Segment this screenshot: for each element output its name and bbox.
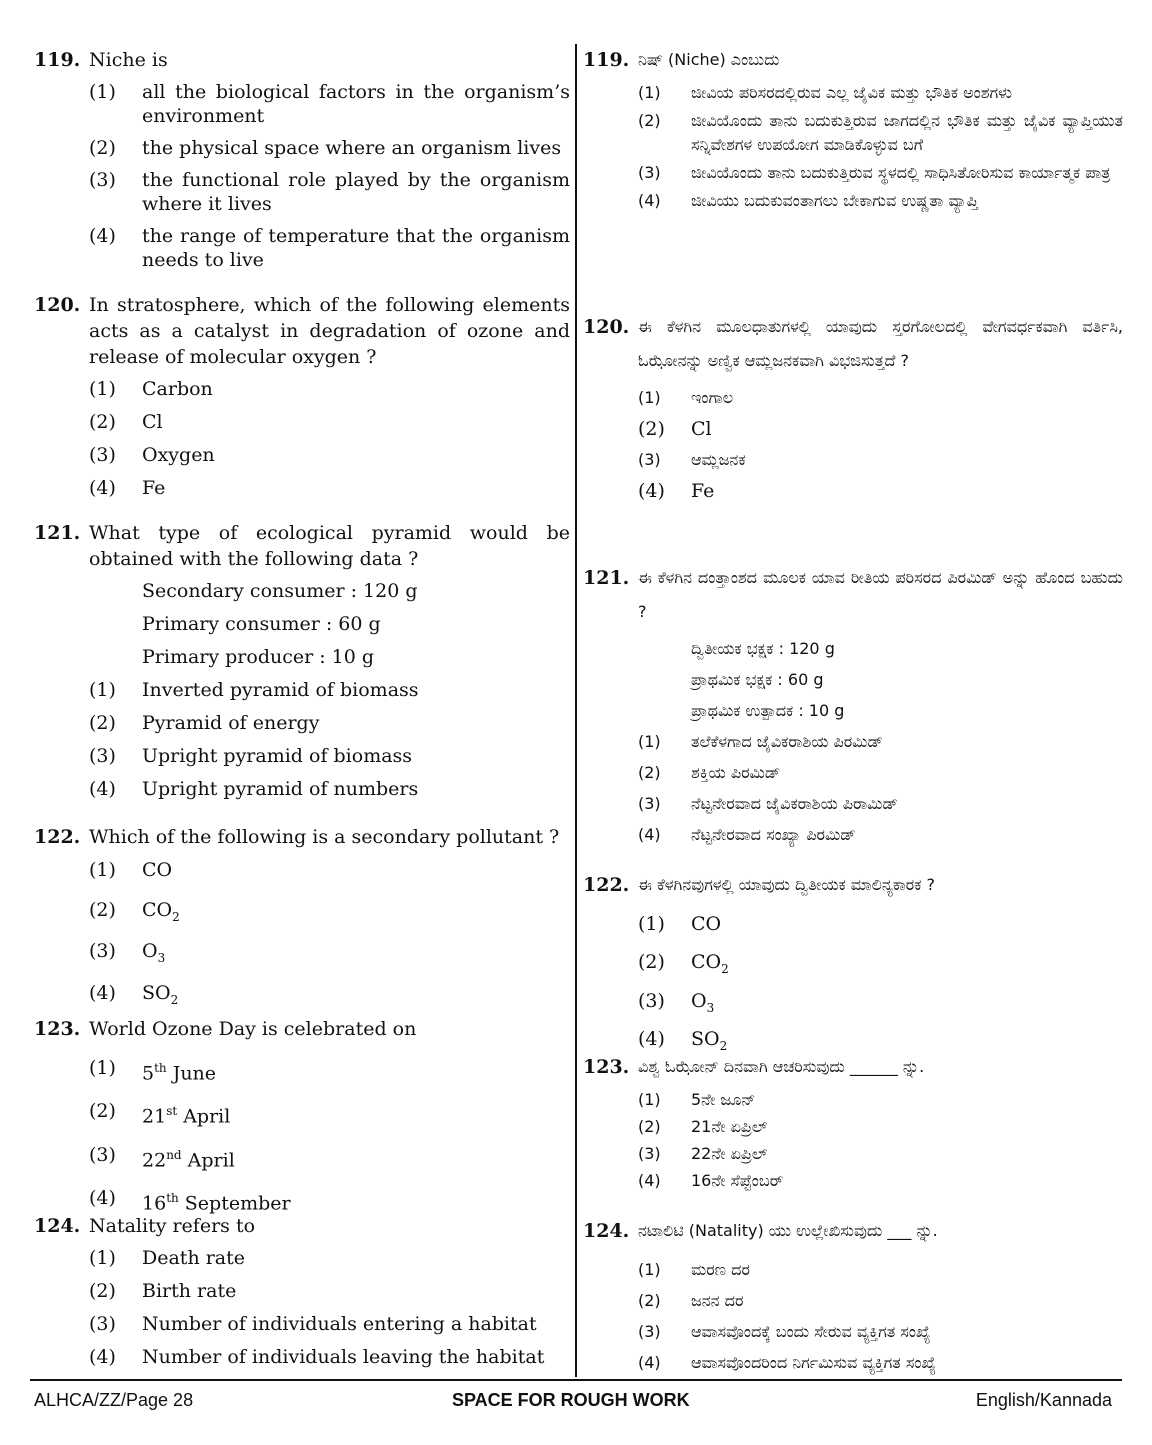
option-number: (1) <box>89 859 116 881</box>
question-text: ಈ ಕೆಳಗಿನ ದಂತ್ತಾಂಶದ ಮೂಲಕ ಯಾವ ರೀತಿಯ ಪರಿಸರದ ಪಿರಮಿಡ್ ಅನ್ನು ಹೊಂದ ಬಹುದು ? <box>638 568 1123 621</box>
option-number: (1) <box>89 1247 116 1269</box>
option-number: (3) <box>638 450 661 469</box>
question-text: ನಟಾಲಿಟಿ (Natality) ಯು ಉಲ್ಲೇಖಿಸುವುದು ___ ನ್ನು. <box>638 1221 938 1240</box>
option-number: (4) <box>638 1171 661 1190</box>
formula: CO <box>142 859 173 881</box>
option-text: Cl <box>142 411 163 433</box>
option-number: (1) <box>638 1260 661 1279</box>
question-number: 120. <box>34 294 81 316</box>
option-text: Inverted pyramid of biomass <box>142 679 419 701</box>
formula: $O_3$ <box>142 939 166 965</box>
option-number: (1) <box>89 378 116 400</box>
option-number: (4) <box>638 480 665 502</box>
question-120 <box>34 292 570 500</box>
option-text: 21st April <box>142 1104 231 1128</box>
question-123 <box>34 1016 570 1215</box>
option-text: Death rate <box>142 1247 246 1269</box>
question-122-kn <box>583 872 1123 1058</box>
option-number: (1) <box>89 1057 116 1079</box>
option-number: (2) <box>89 898 116 921</box>
question-text: In stratosphere, which of the following elements acts as a catalyst in degradation of ozone and release of molecular oxygen ? <box>89 294 570 368</box>
option-text: ಆವಾಸವೊಂದಕ್ಕೆ ಬಂದು ಸೇರುವ ವ್ಯಕ್ತಿಗತ ಸಂಖ್ಯೆ <box>691 1322 931 1341</box>
data-line: ಪ್ರಾಥಮಿಕ ಉತ್ಪಾದಕ : 10 g <box>691 701 845 720</box>
option-text: ಇಂಗಾಲ <box>691 388 734 407</box>
option-number: (4) <box>638 1353 661 1372</box>
option-number: (3) <box>638 794 661 813</box>
question-number: 119. <box>34 49 81 71</box>
option-text: ನೆಟ್ಟನೇರವಾದ ಜೈವಿಕರಾಶಿಯ ಪಿರಾಮಿಡ್ <box>691 794 898 813</box>
question-121-kn <box>583 561 1123 847</box>
data-line: ಪ್ರಾಥಮಿಕ ಭಕ್ಷಕ : 60 g <box>691 670 824 689</box>
option-text: ಶಕ್ತಿಯ ಪಿರಮಿಡ್ <box>691 763 781 782</box>
formula: $O_3$ <box>691 989 715 1015</box>
option-number: (4) <box>89 778 116 800</box>
question-123-kn <box>583 1054 1123 1193</box>
question-number: 122. <box>34 826 81 848</box>
question-text: ಈ ಕೆಳಗಿನವುಗಳಲ್ಲಿ ಯಾವುದು ದ್ವಿತೀಯಕ ಮಾಲಿನ್ಯಕಾರಕ ? <box>638 875 936 894</box>
option-number: (1) <box>638 913 665 935</box>
question-number: 123. <box>583 1056 630 1078</box>
question-text: ನಿಷ್ (Niche) ಎಂಬುದು <box>638 50 780 69</box>
formula: $SO_2$ <box>142 982 179 1008</box>
option-text: ಜೀವಿಯ ಪರಿಸರದಲ್ಲಿರುವ ಎಲ್ಲ ಜೈವಿಕ ಮತ್ತು ಭೌತಿಕ ಅಂಶಗಳು <box>691 83 1012 102</box>
option-text: Pyramid of energy <box>142 712 320 734</box>
option-text: Fe <box>142 477 166 499</box>
option-number: (2) <box>89 1100 116 1123</box>
question-text: ಈ ಕೆಳಗಿನ ಮೂಲಧಾತುಗಳಲ್ಲಿ ಯಾವುದು ಸ್ತರಗೋಲದಲ್ಲಿ ವೇಗವರ್ಧಕವಾಗಿ ವರ್ತಿಸಿ, ಓಝೋನನ್ನು ಅಣ್ವಿಕ ಆಮ್ಲಜನಕವಾಗಿ ವಿಭಜಿಸುತ್ತದೆ ? <box>638 317 1123 370</box>
question-text: Niche is <box>89 49 168 71</box>
option-number: (3) <box>638 1144 661 1163</box>
data-line: Primary producer : 10 g <box>142 646 375 668</box>
question-number: 121. <box>34 522 81 544</box>
option-text: Number of individuals leaving the habitat <box>142 1346 545 1368</box>
column-divider <box>575 44 577 1377</box>
option-text: Birth rate <box>142 1280 237 1302</box>
question-text: Which of the following is a secondary pollutant ? <box>89 826 560 848</box>
question-120-kn <box>583 310 1123 503</box>
option-number: (3) <box>89 169 116 191</box>
option-number: (1) <box>89 679 116 701</box>
page-code: ALHCA/ZZ/Page 28 <box>34 1390 194 1410</box>
formula: $SO_2$ <box>691 1028 728 1054</box>
option-number: (2) <box>638 763 661 782</box>
option-text: 5th June <box>142 1061 217 1085</box>
option-text: Fe <box>691 480 715 502</box>
option-text: 22nd April <box>142 1147 235 1171</box>
page-footer <box>34 1390 1112 1414</box>
question-text: What type of ecological pyramid would be obtained with the following data ? <box>89 522 570 570</box>
option-number: (4) <box>89 1186 116 1209</box>
question-121 <box>34 520 570 801</box>
option-text: Carbon <box>142 378 213 400</box>
option-text: Upright pyramid of biomass <box>142 745 413 767</box>
option-text: Number of individuals entering a habitat <box>142 1313 537 1335</box>
question-number: 123. <box>34 1018 81 1040</box>
data-line: ದ್ವಿತೀಯಕ ಭಕ್ಷಕ : 120 g <box>691 639 835 658</box>
option-number: (3) <box>638 163 661 182</box>
option-text: 21ನೇ ಏಪ್ರಿಲ್ <box>691 1117 768 1136</box>
option-text: ಜೀವಿಯೊಂದು ತಾನು ಬದುಕುತ್ತಿರುವ ಸ್ಥಳದಲ್ಲಿ ಸಾಧಿಸಿತೋರಿಸುವ ಕಾರ್ಯಾತ್ಮಕ ಪಾತ್ರ <box>691 163 1111 182</box>
option-number: (4) <box>638 191 661 210</box>
option-number: (1) <box>638 1090 661 1109</box>
language-label: English/Kannada <box>975 1390 1112 1410</box>
option-number: (4) <box>89 477 116 499</box>
question-number: 121. <box>583 567 630 589</box>
option-number: (2) <box>89 712 116 734</box>
data-line: Secondary consumer : 120 g <box>142 580 418 602</box>
option-text: 16th September <box>142 1190 291 1215</box>
option-number: (2) <box>638 418 665 440</box>
formula: $CO_2$ <box>142 898 180 924</box>
formula: CO <box>691 913 722 935</box>
footer-rule <box>30 1379 1122 1381</box>
option-text: ಜೀವಿಯು ಬದುಕುವಂತಾಗಲು ಬೇಕಾಗುವ ಉಷ್ಣತಾ ವ್ಯಾಪ್ತಿ <box>691 191 979 210</box>
option-number: (3) <box>89 745 116 767</box>
option-number: (1) <box>638 388 661 407</box>
option-number: (2) <box>638 111 661 130</box>
option-text: Oxygen <box>142 444 215 466</box>
option-number: (2) <box>638 950 665 973</box>
option-number: (4) <box>89 225 116 247</box>
question-number: 124. <box>34 1215 81 1237</box>
option-text: all the biological factors in the organism’s environment <box>142 81 570 127</box>
question-text: Natality refers to <box>89 1215 256 1237</box>
option-number: (4) <box>638 1028 665 1051</box>
option-number: (3) <box>638 1322 661 1341</box>
option-text: the physical space where an organism lives <box>142 137 562 159</box>
option-text: Cl <box>691 418 712 440</box>
option-number: (3) <box>89 444 116 466</box>
option-text: 22ನೇ ಏಪ್ರಿಲ್ <box>691 1144 768 1163</box>
data-line: Primary consumer : 60 g <box>142 613 381 635</box>
question-119-kn <box>583 47 1123 213</box>
option-text: the range of temperature that the organism needs to live <box>142 225 570 271</box>
option-number: (4) <box>638 825 661 844</box>
question-119 <box>34 47 570 272</box>
option-text: ಜೀವಿಯೊಂದು ತಾನು ಬದುಕುತ್ತಿರುವ ಜಾಗದಲ್ಲಿನ ಭೌತಿಕ ಮತ್ತು ಜೈವಿಕ ವ್ಯಾಪ್ತಿಯುತ ಸನ್ನಿವೇಶಗಳ ಉಪಯೋಗ ಮಾಡಿಕೊಳ್ಳುವ ಬಗೆ <box>691 111 1123 154</box>
option-number: (1) <box>638 732 661 751</box>
option-text: Upright pyramid of numbers <box>142 778 419 800</box>
option-text: 5ನೇ ಜೂನ್ <box>691 1090 756 1109</box>
option-text: ಮರಣ ದರ <box>691 1260 750 1279</box>
option-number: (4) <box>89 982 116 1005</box>
question-number: 120. <box>583 316 630 338</box>
option-number: (2) <box>638 1117 661 1136</box>
option-text: ನೆಟ್ಟನೇರವಾದ ಸಂಖ್ಯಾ ಪಿರಮಿಡ್ <box>691 825 856 844</box>
option-number: (1) <box>89 81 116 103</box>
option-number: (2) <box>89 137 116 159</box>
option-number: (2) <box>89 411 116 433</box>
formula: $CO_2$ <box>691 950 729 976</box>
question-number: 122. <box>583 874 630 896</box>
option-number: (2) <box>89 1280 116 1302</box>
option-number: (3) <box>89 939 116 962</box>
question-text: World Ozone Day is celebrated on <box>89 1018 417 1040</box>
question-124 <box>34 1213 570 1369</box>
question-number: 119. <box>583 49 630 71</box>
option-number: (1) <box>638 83 661 102</box>
question-number: 124. <box>583 1220 630 1242</box>
option-number: (3) <box>89 1143 116 1166</box>
option-text: ಜನನ ದರ <box>691 1291 744 1310</box>
question-text: ವಿಶ್ವ ಓಝೋನ್ ದಿನವಾಗಿ ಆಚರಿಸುವುದು ______ ನ್ನು. <box>638 1057 925 1076</box>
question-124-kn <box>583 1218 1123 1375</box>
option-number: (3) <box>638 989 665 1012</box>
option-text: the functional role played by the organism where it lives <box>142 169 570 215</box>
option-text: 16ನೇ ಸೆಪ್ಟೆಂಬರ್ <box>691 1171 784 1190</box>
option-number: (2) <box>638 1291 661 1310</box>
option-number: (4) <box>89 1346 116 1368</box>
rough-work-label: SPACE FOR ROUGH WORK <box>452 1390 690 1410</box>
option-number: (3) <box>89 1313 116 1335</box>
option-text: ಆಮ್ಲಜನಕ <box>691 450 746 469</box>
option-text: ತಲೆಕೆಳಗಾದ ಜೈವಿಕರಾಶಿಯ ಪಿರಮಿಡ್ <box>691 732 883 751</box>
question-122 <box>34 824 570 1012</box>
option-text: ಆವಾಸವೊಂದರಿಂದ ನಿರ್ಗಮಿಸುವ ವ್ಯಕ್ತಿಗತ ಸಂಖ್ಯೆ <box>691 1353 936 1372</box>
